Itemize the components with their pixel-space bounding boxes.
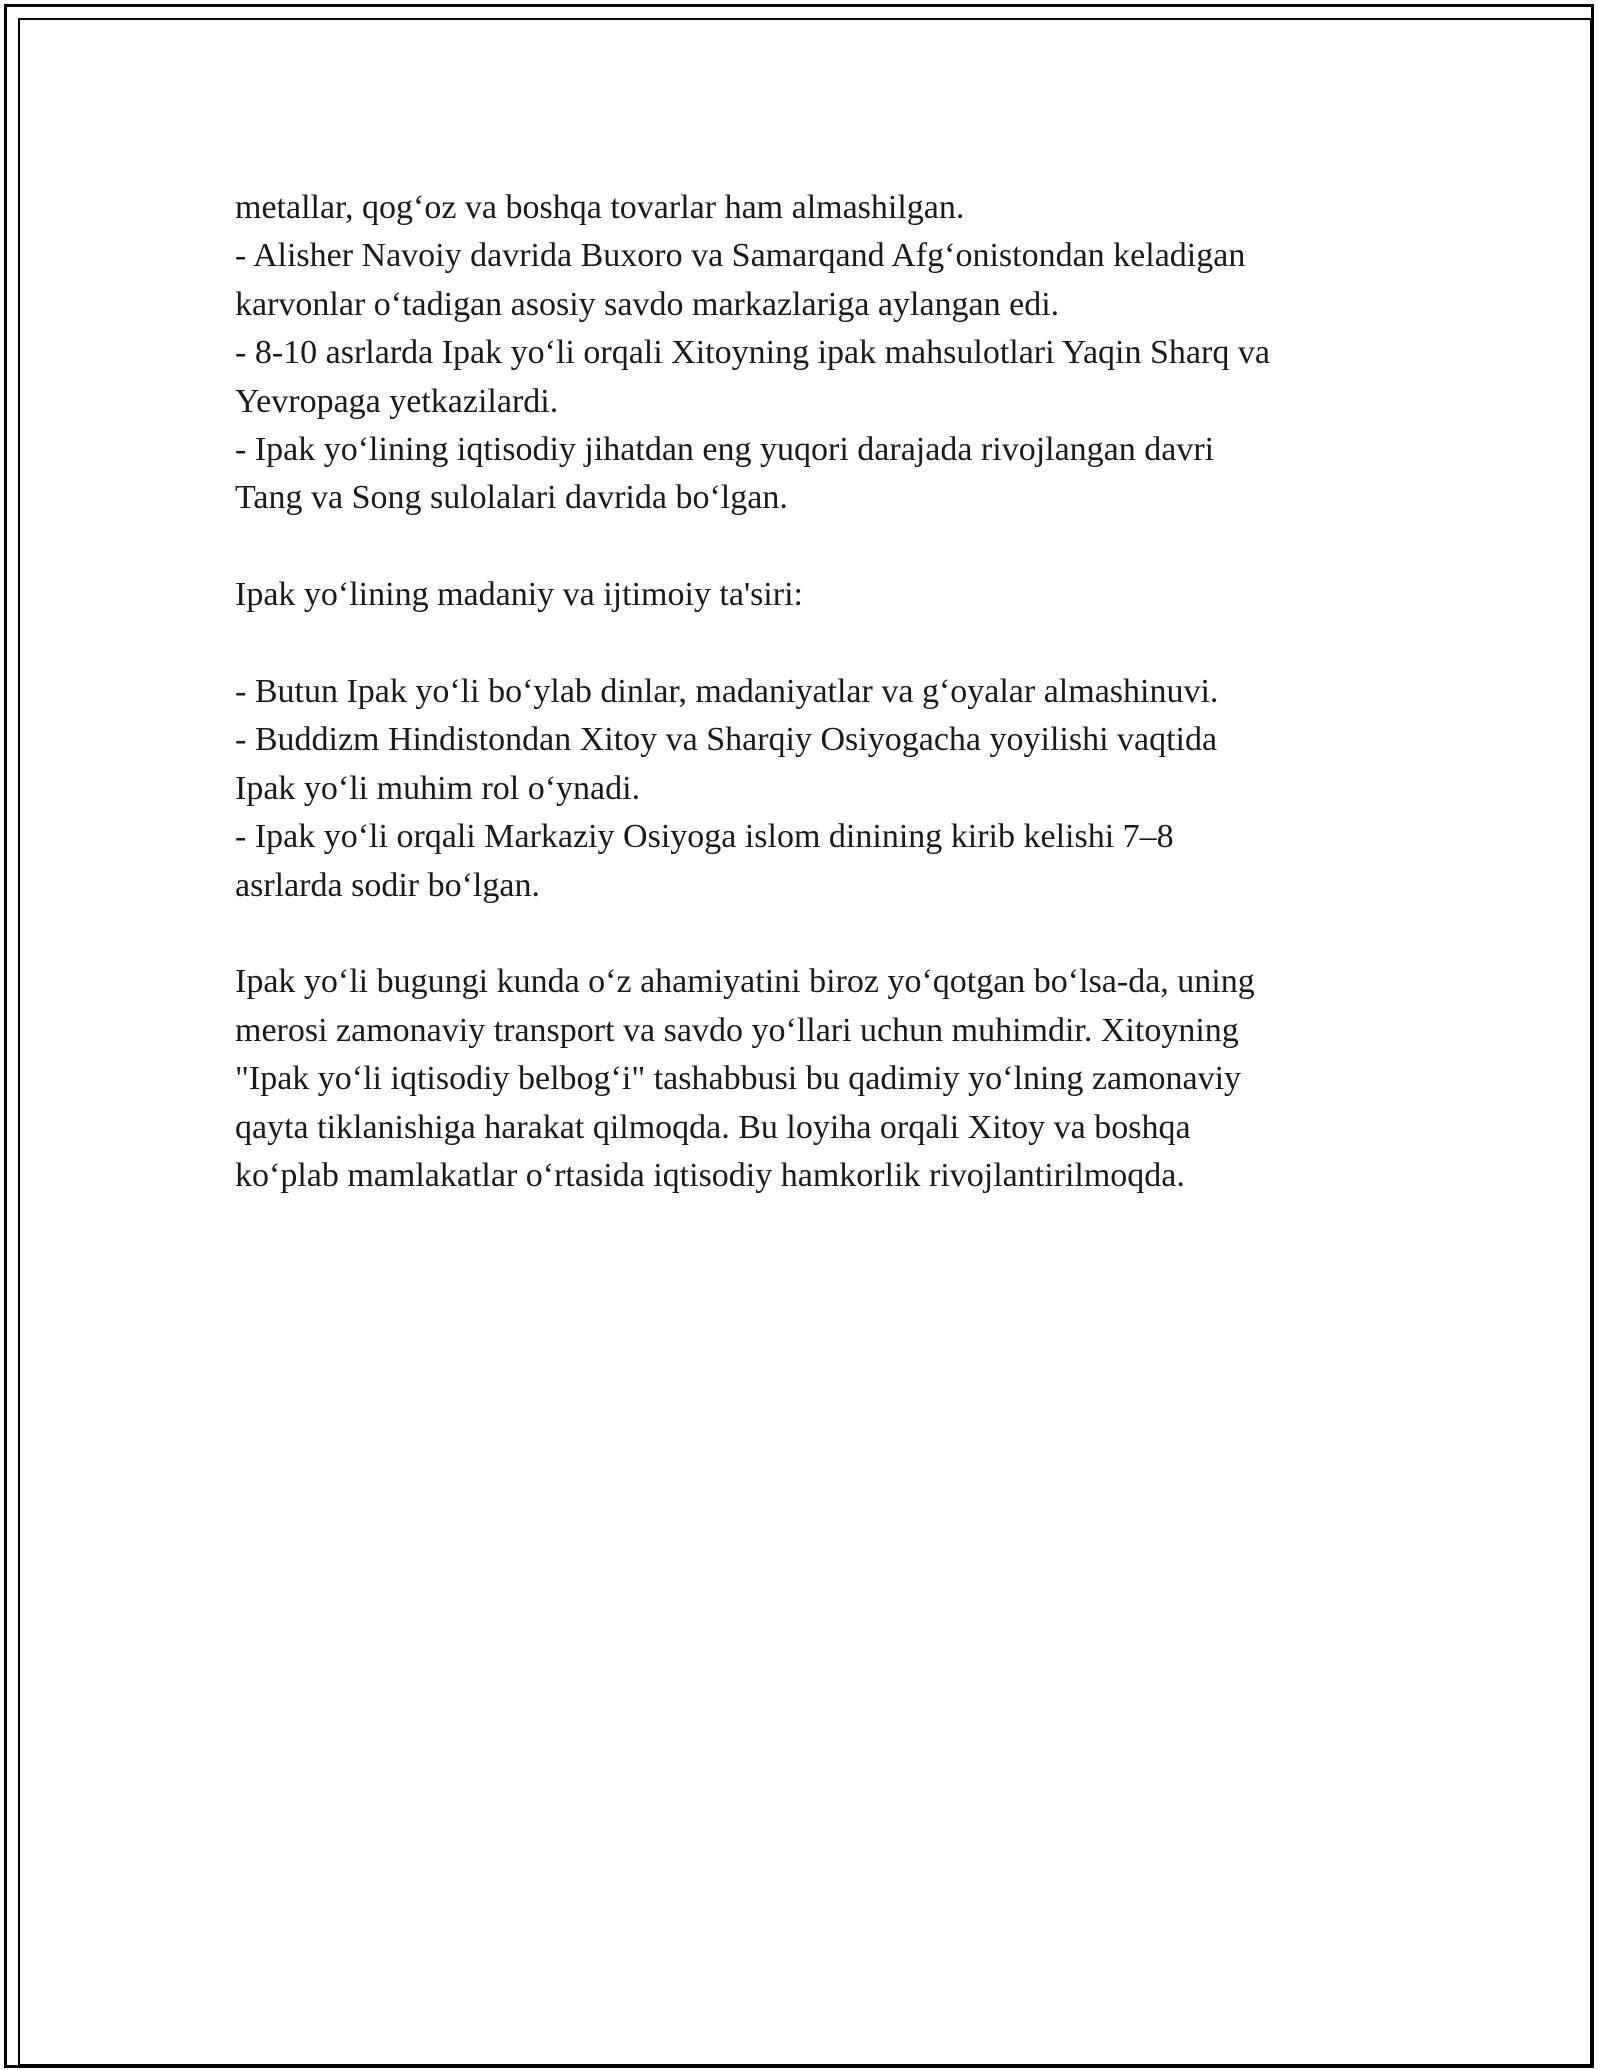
paragraph-spacer [235,523,1415,571]
text-line: qayta tiklanishiga harakat qilmoqda. Bu loyiha orqali Xitoy va boshqa [235,1108,1191,1146]
text-line: - Butun Ipak yo‘li bo‘ylab dinlar, madaniyatlar va g‘oyalar almashinuvi. [235,673,1219,711]
paragraph-spacer [235,910,1415,958]
text-line: Ipak yo‘li bugungi kunda o‘z ahamiyatini biroz yo‘qotgan bo‘lsa-da, uning [235,963,1255,1001]
text-line: - Ipak yo‘li orqali Markaziy Osiyoga islom dinining kirib kelishi 7–8 [235,818,1174,856]
text-line: Yevropaga yetkazilardi. [235,382,559,420]
text-line: Tang va Song sulolalari davrida bo‘lgan. [235,479,788,517]
text-line: ko‘plab mamlakatlar o‘rtasida iqtisodiy hamkorlik rivojlantirilmoqda. [235,1157,1185,1195]
text-line: - Ipak yo‘lining iqtisodiy jihatdan eng yuqori darajada rivojlangan davri [235,431,1215,469]
text-line: karvonlar o‘tadigan asosiy savdo markazlariga aylangan edi. [235,285,1060,323]
text-line: - Buddizm Hindistondan Xitoy va Sharqiy Osiyogacha yoyilishi vaqtida [235,721,1218,759]
paragraph-spacer [235,620,1415,668]
text-line: asrlarda sodir bo‘lgan. [235,866,540,904]
text-line: metallar, qog‘oz va boshqa tovarlar ham almashilgan. [235,189,965,226]
document-body [235,184,1415,1200]
text-line: Ipak yo‘li muhim rol o‘ynadi. [235,769,641,807]
text-line: merosi zamonaviy transport va savdo yo‘llari uchun muhimdir. Xitoyning [235,1011,1239,1049]
text-line: Ipak yo‘lining madaniy va ijtimoiy ta'siri: [235,576,803,614]
text-line: "Ipak yo‘li iqtisodiy belbog‘i" tashabbusi bu qadimiy yo‘lning zamonaviy [235,1060,1242,1098]
text-line: - Alisher Navoiy davrida Buxoro va Samarqand Afg‘onistondan keladigan [235,237,1246,275]
text-line: - 8-10 asrlarda Ipak yo‘li orqali Xitoyning ipak mahsulotlari Yaqin Sharq va [235,334,1270,372]
